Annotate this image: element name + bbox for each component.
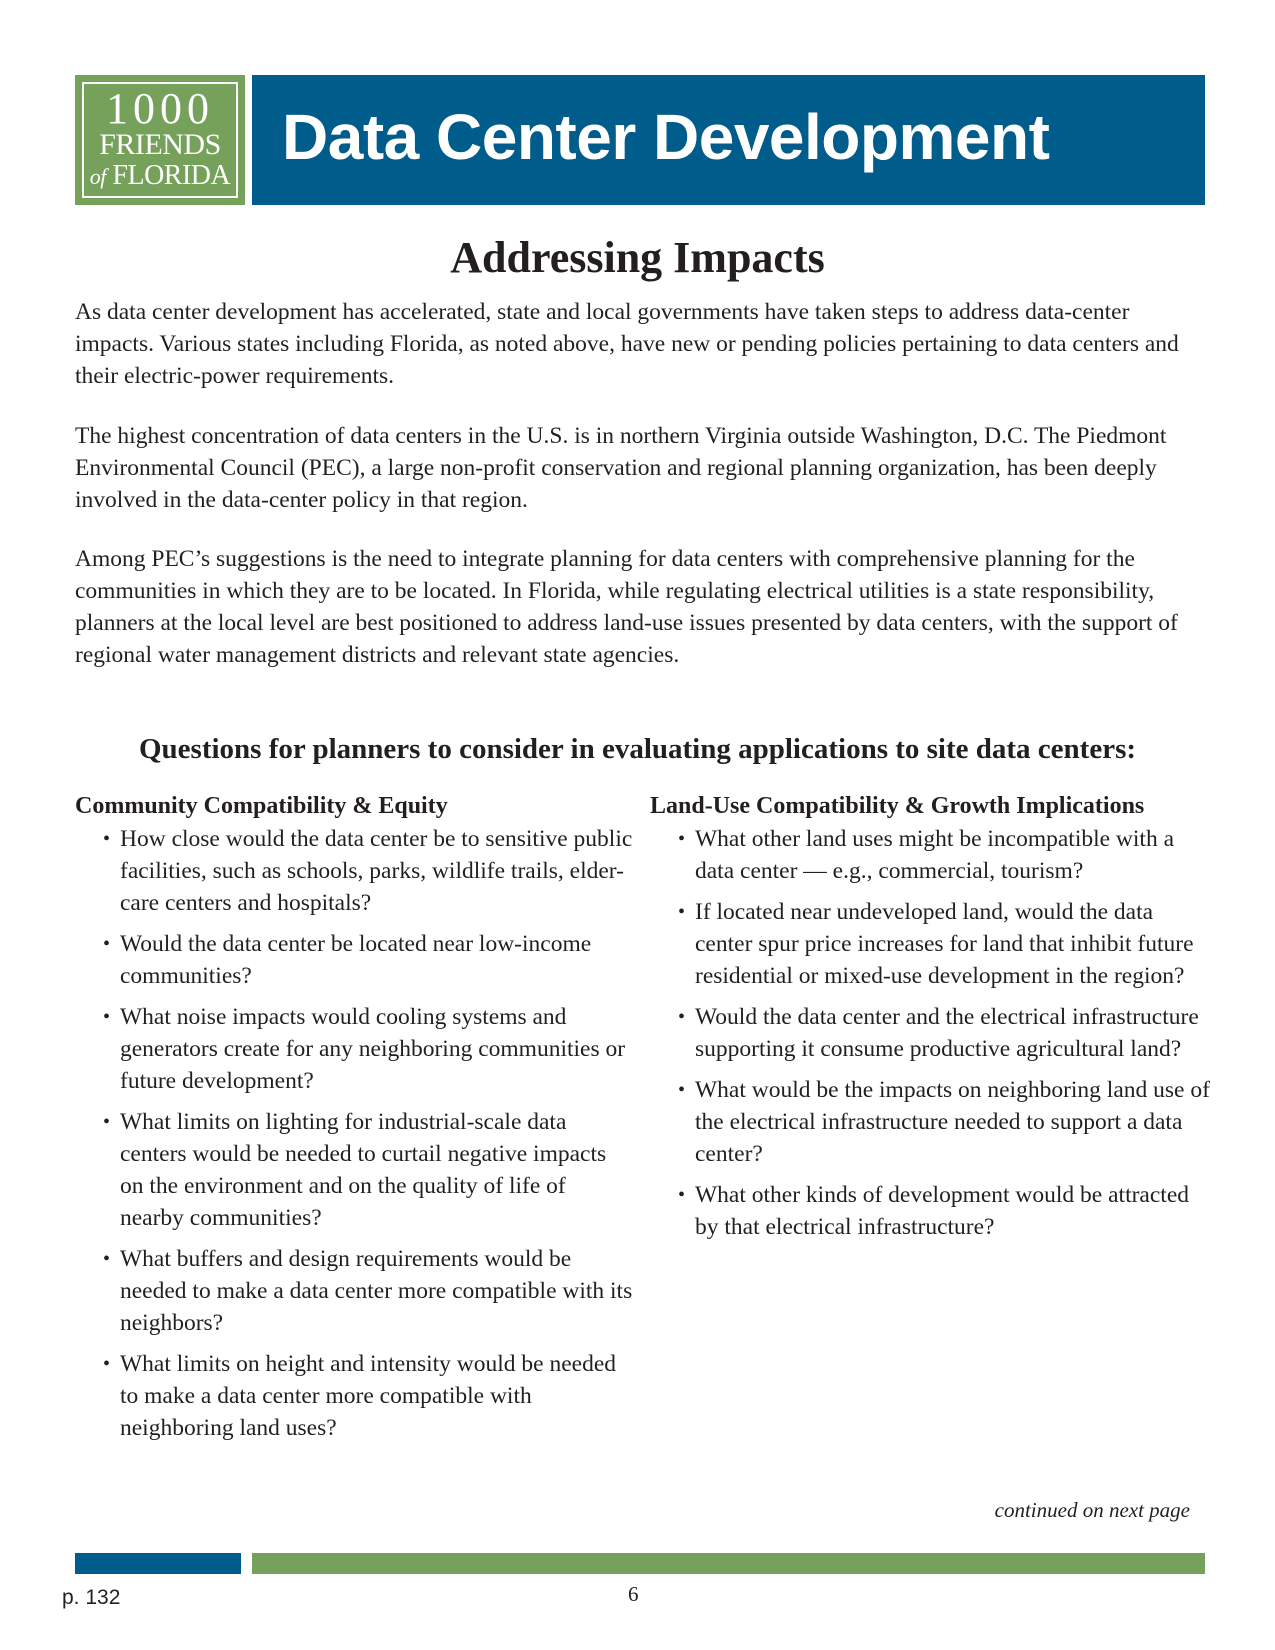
list-item-text: What noise impacts would cooling systems and generators create for any neighboring communities or future development? [120, 1004, 626, 1094]
list-item-text: Would the data center be located near low-income communities? [120, 931, 592, 989]
bullet-icon: • [678, 1079, 686, 1101]
list-item-text: What other land uses might be incompatible with a data center — e.g., commercial, tourism? [695, 826, 1175, 884]
pec-suggestions-paragraph: Among PEC’s suggestions is the need to integrate planning for data centers with comprehensive planning for the communities in which they are to be located. In Florida, while regulating electrical utilities is a state responsibility, planners at the local level are best positioned to address land-use issues presented by data centers, with the support of regional water management districts and relevant state agencies. [75, 546, 1178, 668]
list-item-text: What other kinds of development would be attracted by that electrical infrastructure? [695, 1182, 1189, 1240]
logo-line-friends: FRIENDS [99, 128, 221, 161]
list-item [650, 1001, 1210, 1065]
bullet-icon: • [103, 1353, 111, 1375]
list-item-text: How close would the data center be to sensitive public facilities, such as schools, parks, wildlife trails, elder-care centers and hospitals? [120, 826, 633, 916]
continued-note: continued on next page [994, 1498, 1190, 1522]
list-item-text: What would be the impacts on neighboring land use of the electrical infrastructure needed to support a data center? [695, 1077, 1210, 1167]
bullet-icon: • [103, 828, 111, 850]
list-item [650, 1074, 1210, 1170]
logo-frame [82, 82, 238, 198]
page-header [75, 75, 1205, 205]
bullet-icon: • [678, 828, 686, 850]
list-item [75, 1106, 635, 1234]
logo-florida-word: FLORIDA [112, 160, 231, 191]
section-title: Addressing Impacts [450, 233, 825, 282]
community-compatibility-column [75, 790, 635, 1453]
bullet-icon: • [678, 1006, 686, 1028]
land-use-compatibility-heading: Land-Use Compatibility & Growth Implications [650, 793, 1145, 819]
community-compatibility-heading: Community Compatibility & Equity [75, 793, 448, 819]
questions-heading: Questions for planners to consider in evaluating applications to site data centers: [138, 733, 1137, 765]
title-bar [252, 75, 1205, 205]
bullet-icon: • [103, 1006, 111, 1028]
land-use-compatibility-column [650, 790, 1210, 1252]
page-reference: p. 132 [62, 1586, 121, 1609]
list-item-text: If located near undeveloped land, would the data center spur price increases for land that inhibit future residential or mixed-use development in the region? [695, 899, 1194, 989]
bullet-icon: • [678, 1184, 686, 1206]
list-item [650, 823, 1210, 887]
list-item [75, 1243, 635, 1339]
list-item [75, 928, 635, 992]
list-item-text: What buffers and design requirements would be needed to make a data center more compatible with its neighbors? [120, 1246, 633, 1336]
footer-bar-blue [75, 1553, 241, 1574]
virginia-paragraph: The highest concentration of data centers in the U.S. is in northern Virginia outside Washington, D.C. The Piedmont Environmental Council (PEC), a large non-profit conservation and regional planning organization, has been deeply involved in the data-center policy in that region. [75, 423, 1167, 513]
list-item-text: What limits on height and intensity would be needed to make a data center more compatible with neighboring land uses? [120, 1351, 617, 1441]
list-item [75, 1348, 635, 1444]
list-item [75, 823, 635, 919]
list-item [650, 1179, 1210, 1243]
logo [75, 75, 245, 205]
list-item [650, 896, 1210, 992]
logo-of: of [89, 164, 106, 189]
list-item-text: Would the data center and the electrical infrastructure supporting it consume productive agricultural land? [695, 1004, 1199, 1062]
bullet-icon: • [103, 1111, 111, 1133]
land-use-compatibility-list [650, 823, 1210, 1243]
bullet-icon: • [678, 901, 686, 923]
community-compatibility-list [75, 823, 635, 1444]
bullet-icon: • [103, 933, 111, 955]
logo-line-florida [84, 160, 236, 193]
list-item-text: What limits on lighting for industrial-scale data centers would be needed to curtail negative impacts on the environment and on the quality of life of nearby communities? [120, 1109, 607, 1231]
footer-bar-green [252, 1553, 1205, 1574]
intro-paragraph: As data center development has accelerated, state and local governments have taken steps to address data-center impacts. Various states including Florida, as noted above, have new or pending policies pertaining to data centers and their electric-power requirements. [75, 299, 1179, 389]
logo-line-1000: 1000 [106, 84, 214, 133]
page-title: Data Center Development [282, 101, 1050, 173]
page-number: 6 [628, 1582, 639, 1606]
list-item [75, 1001, 635, 1097]
bullet-icon: • [103, 1248, 111, 1270]
